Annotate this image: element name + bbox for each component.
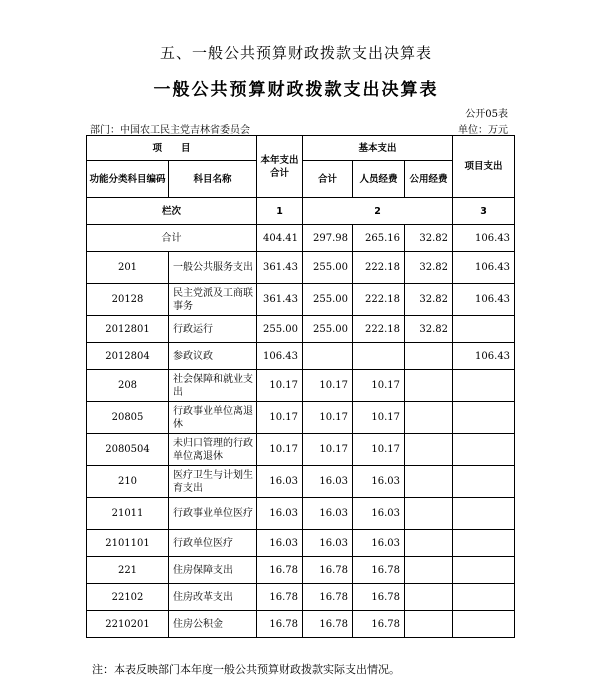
cell-annual-total: 10.17 [257,402,303,434]
header-item: 项 目 [87,136,257,161]
table-title: 一般公共预算财政拨款支出决算表 [153,80,439,100]
cell-project: 106.43 [453,252,515,284]
cell-code: 210 [87,466,169,498]
cell-code: 2012801 [87,316,169,343]
department-label: 部门：中国农工民主党吉林省委员会 [90,125,250,136]
cell-public [405,370,453,402]
total-public: 32.82 [405,225,453,252]
cell-code: 201 [87,252,169,284]
table-row [87,402,515,434]
cell-personnel: 222.18 [353,284,405,316]
header-func-code: 功能分类科目编码 [87,161,169,198]
cell-name: 住房公积金 [169,611,257,638]
cell-basic-total: 16.78 [303,611,353,638]
cell-name: 行政运行 [169,316,257,343]
cell-name: 一般公共服务支出 [169,252,257,284]
table-row [87,316,515,343]
cell-name: 住房改革支出 [169,584,257,611]
cell-code: 20128 [87,284,169,316]
cell-project [453,466,515,498]
cell-annual-total: 16.03 [257,530,303,557]
cell-basic-total: 16.03 [303,466,353,498]
cell-personnel: 10.17 [353,370,405,402]
cell-annual-total: 16.03 [257,466,303,498]
cell-code: 221 [87,557,169,584]
table-row [87,343,515,370]
cell-personnel: 222.18 [353,252,405,284]
table-row [87,284,515,316]
cell-personnel: 10.17 [353,434,405,466]
cell-basic-total: 16.78 [303,557,353,584]
cell-public [405,402,453,434]
cell-code: 21011 [87,498,169,530]
column-number-label: 栏次 [87,198,257,225]
table-row [87,498,515,530]
cell-project [453,584,515,611]
cell-project [453,611,515,638]
column-number-2: 2 [303,198,453,225]
cell-basic-total: 16.03 [303,498,353,530]
header-subject-name: 科目名称 [169,161,257,198]
total-label: 合计 [87,225,257,252]
table-body [87,252,515,638]
cell-public [405,530,453,557]
cell-name: 行政事业单位医疗 [169,498,257,530]
cell-basic-total: 255.00 [303,284,353,316]
header-project: 项目支出 [453,136,515,198]
header-basic: 基本支出 [303,136,453,161]
column-number-3: 3 [453,198,515,225]
cell-basic-total [303,343,353,370]
cell-project: 106.43 [453,343,515,370]
cell-project [453,370,515,402]
cell-personnel: 16.03 [353,530,405,557]
table-header [87,136,515,252]
cell-project [453,402,515,434]
cell-annual-total: 361.43 [257,252,303,284]
unit-label: 单位：万元 [458,125,508,136]
cell-public [405,584,453,611]
cell-code: 2080504 [87,434,169,466]
cell-annual-total: 16.78 [257,611,303,638]
cell-name: 行政单位医疗 [169,530,257,557]
header-basic-total: 合计 [303,161,353,198]
cell-annual-total: 10.17 [257,434,303,466]
table-row [87,466,515,498]
cell-basic-total: 16.78 [303,584,353,611]
cell-project [453,434,515,466]
footnote: 注：本表反映部门本年度一般公共预算财政拨款实际支出情况。 [92,663,400,676]
table-row [87,584,515,611]
cell-personnel [353,343,405,370]
cell-project [453,557,515,584]
table-row [87,252,515,284]
cell-public: 32.82 [405,252,453,284]
cell-project [453,316,515,343]
cell-basic-total: 10.17 [303,434,353,466]
cell-public [405,466,453,498]
cell-annual-total: 106.43 [257,343,303,370]
total-personnel: 265.16 [353,225,405,252]
cell-public [405,343,453,370]
total-project: 106.43 [453,225,515,252]
cell-name: 医疗卫生与计划生育支出 [169,466,257,498]
cell-project: 106.43 [453,284,515,316]
cell-public: 32.82 [405,316,453,343]
table-row [87,611,515,638]
expenditure-table [86,135,515,638]
cell-annual-total: 16.78 [257,557,303,584]
table-row [87,557,515,584]
cell-annual-total: 255.00 [257,316,303,343]
header-personnel: 人员经费 [353,161,405,198]
cell-public [405,434,453,466]
cell-basic-total: 255.00 [303,252,353,284]
cell-code: 2210201 [87,611,169,638]
table-row [87,434,515,466]
cell-name: 社会保障和就业支出 [169,370,257,402]
cell-project [453,530,515,557]
cell-annual-total: 16.78 [257,584,303,611]
cell-personnel: 16.03 [353,466,405,498]
cell-name: 未归口管理的行政单位离退休 [169,434,257,466]
cell-public: 32.82 [405,284,453,316]
section-title: 五、一般公共预算财政拨款支出决算表 [159,44,432,62]
column-number-1: 1 [257,198,303,225]
cell-personnel: 16.78 [353,557,405,584]
cell-name: 住房保障支出 [169,557,257,584]
cell-annual-total: 10.17 [257,370,303,402]
total-row [87,225,515,252]
header-annual-total: 本年支出合计 [257,136,303,198]
cell-personnel: 16.78 [353,611,405,638]
cell-personnel: 10.17 [353,402,405,434]
total-annual: 404.41 [257,225,303,252]
cell-public [405,557,453,584]
cell-personnel: 16.03 [353,498,405,530]
cell-basic-total: 10.17 [303,370,353,402]
cell-name: 行政事业单位离退休 [169,402,257,434]
cell-annual-total: 361.43 [257,284,303,316]
table-row [87,530,515,557]
cell-project [453,498,515,530]
total-basic: 297.98 [303,225,353,252]
cell-public [405,611,453,638]
cell-public [405,498,453,530]
cell-name: 参政议政 [169,343,257,370]
cell-name: 民主党派及工商联事务 [169,284,257,316]
header-public: 公用经费 [405,161,453,198]
cell-code: 22102 [87,584,169,611]
cell-personnel: 222.18 [353,316,405,343]
cell-basic-total: 255.00 [303,316,353,343]
cell-code: 208 [87,370,169,402]
cell-annual-total: 16.03 [257,498,303,530]
cell-code: 2101101 [87,530,169,557]
cell-personnel: 16.78 [353,584,405,611]
form-number: 公开05表 [465,109,508,120]
cell-code: 2012804 [87,343,169,370]
cell-code: 20805 [87,402,169,434]
cell-basic-total: 10.17 [303,402,353,434]
table-row [87,370,515,402]
cell-basic-total: 16.03 [303,530,353,557]
